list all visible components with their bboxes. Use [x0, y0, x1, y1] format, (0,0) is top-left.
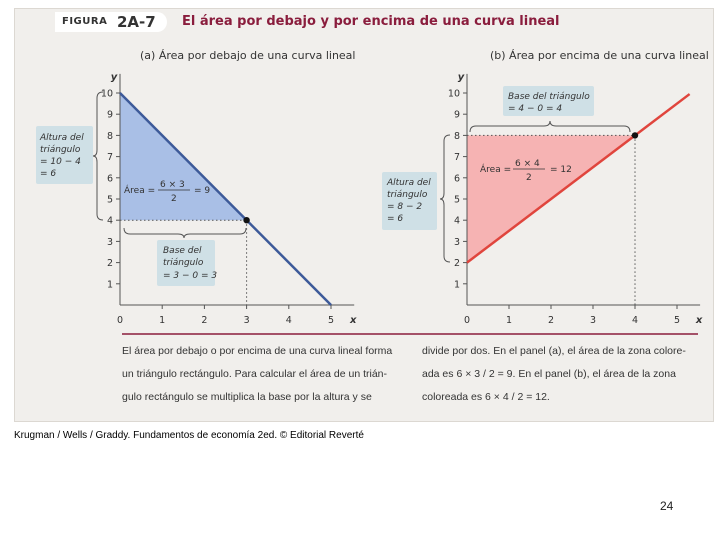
- panel-a-title: (a) Área por debajo de una curva lineal: [140, 49, 356, 62]
- panel-b-x-tick-label: 4: [631, 315, 639, 326]
- panel-b-y-tick-label: 2: [453, 258, 460, 270]
- panel-a-y-tick-label: 5: [106, 194, 113, 206]
- panel-a-height-line-1: Altura del: [40, 133, 84, 143]
- caption-right-column: divide por dos. En el panel (a), el área de la zona colore- ada es 6 × 3 / 2 = 9. En el panel (b), el área de la zona coloreada es 6 × 4 / 2 = 12.: [422, 345, 686, 403]
- panel-b-y-tick-label: 9: [453, 109, 460, 121]
- panel-a-height-brace: [93, 92, 103, 220]
- panel-b-y-tick-label: 3: [453, 236, 460, 248]
- panel-b-x-tick-label: 5: [673, 315, 681, 326]
- figure-number: 2A-7: [117, 13, 156, 31]
- panel-a-height-line-4: = 6: [40, 169, 57, 179]
- panel-b-height-line-3: = 8 − 2: [387, 202, 423, 212]
- panel-a-y-tick-label: 3: [106, 236, 113, 248]
- panel-b-area-label: Área =: [480, 165, 512, 175]
- credit-line: Krugman / Wells / Graddy. Fundamentos de economía 2ed. © Editorial Reverté: [14, 430, 364, 441]
- panel-a-chart: [101, 72, 357, 326]
- panel-b-base-callout: [470, 86, 630, 132]
- panel-a-x-tick-label: 5: [327, 315, 335, 326]
- panel-a-y-tick-label: 4: [106, 215, 113, 227]
- panel-a-x-tick-label: 2: [201, 315, 208, 326]
- figure-label-word: FIGURA: [62, 16, 108, 27]
- panel-b-height-brace: [440, 135, 450, 262]
- panel-a-y-tick-label: 7: [106, 152, 113, 164]
- panel-a-x-tick-label: 3: [243, 315, 250, 326]
- panel-a-area-numerator: 6 × 3: [160, 180, 185, 190]
- panel-b-area-result: = 12: [550, 165, 572, 175]
- panel-a-base-line-1: Base del: [163, 246, 202, 256]
- panel-a-base-line-2: triángulo: [163, 258, 204, 268]
- panel-a-x-tick-label: 1: [159, 315, 166, 326]
- panel-b-x-tick-label: 1: [505, 315, 513, 326]
- figure-title: El área por debajo y por encima de una curva lineal: [182, 14, 560, 29]
- panel-b-y-tick-label: 7: [453, 152, 460, 164]
- panel-b-base-line-1: Base del triángulo: [508, 92, 590, 102]
- panel-a-point: [243, 217, 249, 223]
- panel-b-y-tick-label: 10: [447, 88, 460, 100]
- panel-b-area-numerator: 6 × 4: [515, 159, 540, 169]
- panel-b-point: [632, 132, 638, 138]
- panel-a-x-tick-label: 4: [285, 315, 292, 326]
- page-number: 24: [660, 499, 674, 513]
- panel-a-base-callout: [124, 228, 246, 286]
- panel-a-height-line-2: triángulo: [40, 145, 81, 155]
- panel-b-height-line-4: = 6: [387, 214, 404, 224]
- panel-b-x-axis-label: x: [695, 315, 703, 326]
- panel-b-y-tick-label: 6: [453, 173, 460, 185]
- panel-a-y-tick-label: 9: [106, 109, 113, 121]
- panel-b-title: (b) Área por encima de una curva lineal: [490, 49, 709, 62]
- panel-a-base-line-3: = 3 − 0 = 3: [163, 271, 218, 281]
- panel-a-area-result: = 9: [194, 186, 211, 196]
- panel-b-height-line-2: triángulo: [387, 190, 428, 200]
- panel-b-y-tick-label: 8: [453, 130, 460, 142]
- panel-a-base-brace: [124, 228, 246, 238]
- panel-b-y-tick-label: 4: [453, 215, 460, 227]
- panel-b-y-tick-label: 1: [453, 279, 460, 291]
- panel-b-height-callout: [382, 135, 450, 262]
- panel-b-x-tick-label: 3: [589, 315, 597, 326]
- panel-b-height-line-1: Altura del: [387, 178, 431, 188]
- panel-b-x-tick-label: 0: [463, 315, 471, 326]
- panel-b-y-axis-label: y: [457, 72, 465, 83]
- panel-a-area-label: Área =: [124, 186, 156, 196]
- panel-b-base-line-2: = 4 − 0 = 4: [508, 104, 563, 114]
- panel-a-area-denominator: 2: [171, 194, 177, 204]
- panel-a-height-line-3: = 10 − 4: [40, 157, 81, 167]
- panel-b-x-tick-label: 2: [547, 315, 555, 326]
- panel-a-x-axis-label: x: [349, 315, 357, 326]
- panel-b-base-brace: [470, 121, 630, 132]
- caption-left-column: El área por debajo o por encima de una curva lineal forma un triángulo rectángulo. Para calcular el área de un trián- gulo rectángulo se multiplica la base por la altura y se: [122, 345, 393, 403]
- panel-a-y-tick-label: 10: [100, 88, 113, 100]
- panel-b-area-denominator: 2: [526, 173, 532, 183]
- panel-b-y-tick-label: 5: [453, 194, 460, 206]
- panel-a-y-axis-label: y: [110, 72, 118, 83]
- panel-a-x-tick-label: 0: [116, 315, 124, 326]
- panel-a-y-tick-label: 6: [106, 173, 113, 185]
- panel-a-height-callout: [36, 92, 103, 220]
- panel-a-y-tick-label: 1: [106, 279, 113, 291]
- panel-a-y-tick-label: 2: [106, 258, 113, 270]
- panel-a-y-tick-label: 8: [106, 130, 113, 142]
